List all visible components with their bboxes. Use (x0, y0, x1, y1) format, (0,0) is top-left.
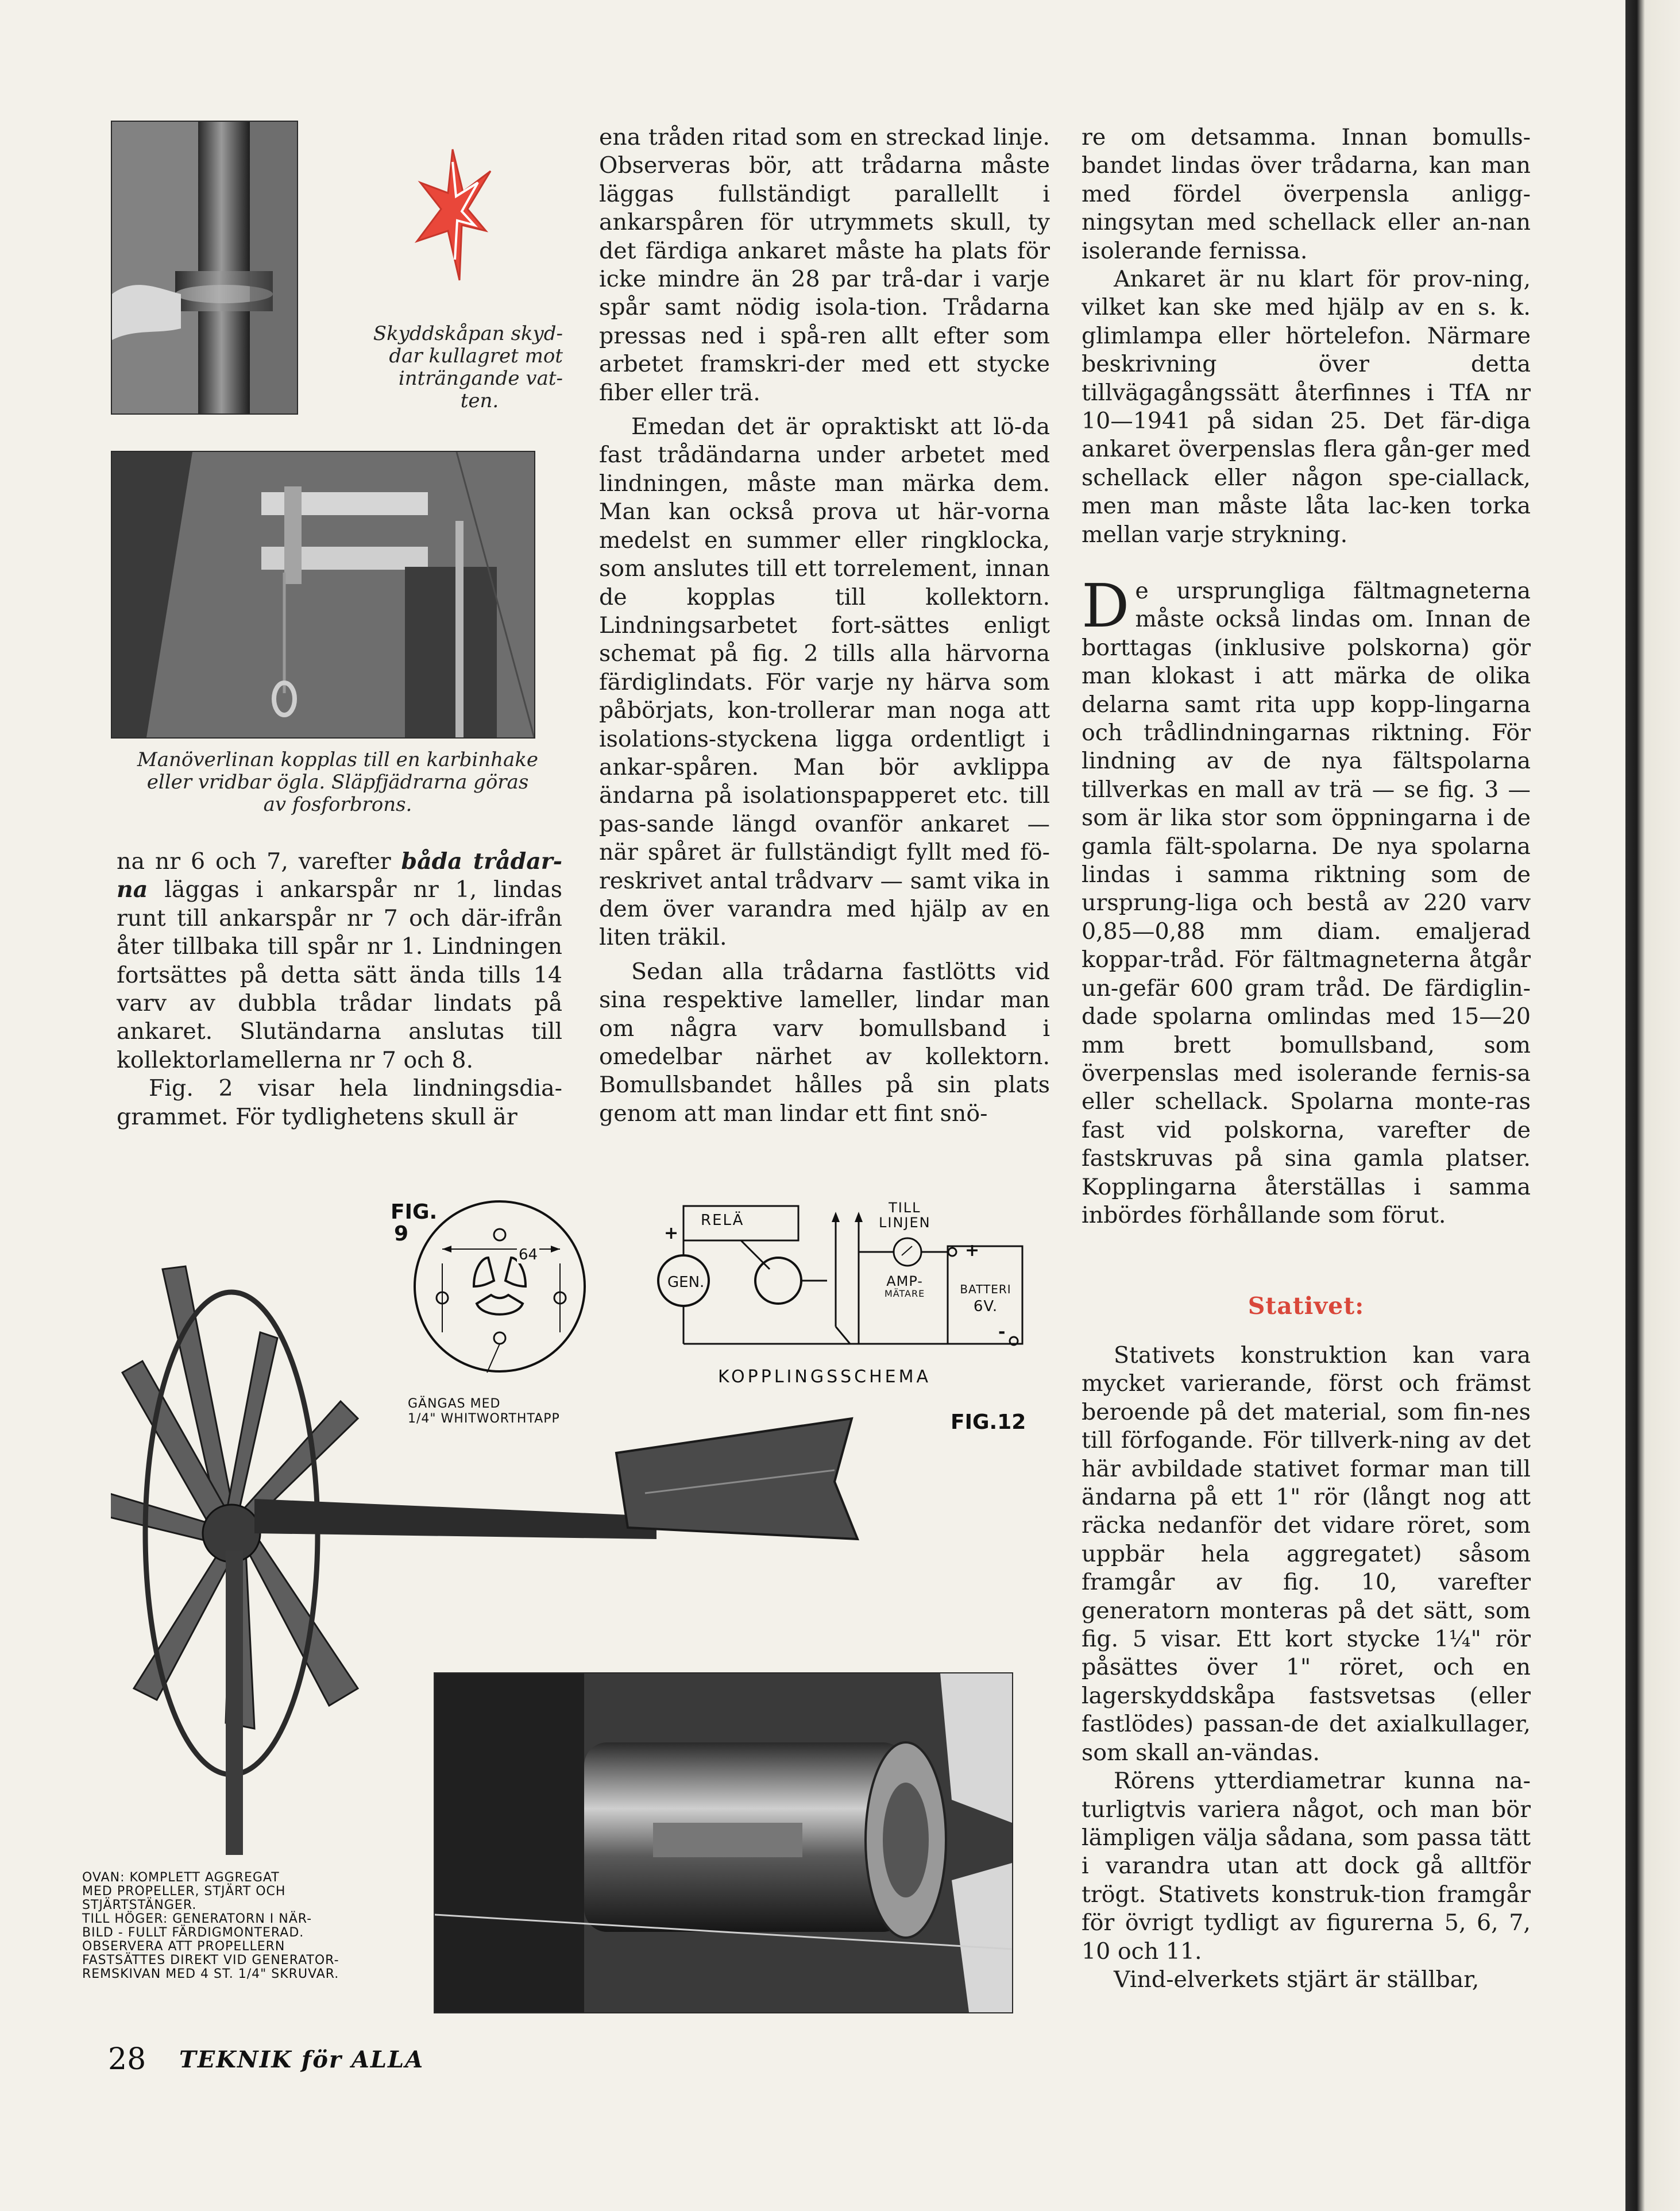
caption-line: OVAN: KOMPLETT AGGREGAT (82, 1870, 280, 1885)
caption-line: Manöverlinan kopplas till en karbinhake (137, 748, 539, 771)
caption-slip-springs (111, 749, 565, 816)
battery-label-row: 6V. (973, 1298, 998, 1315)
photo-bearing-housing (111, 121, 298, 415)
paragraph: Sedan alla trådarna fastlötts vid sina respektive lameller, lindar man om några varv bomullsband i omedelbar närhet av kollektorn. Bomullsbandet hålles på sin plats genom att man lindar ett fint snö- (599, 958, 1050, 1127)
photo-slip-springs (111, 451, 535, 739)
caption-line: MED PROPELLER, STJÄRT OCH (82, 1884, 286, 1899)
caption-line: OBSERVERA ATT PROPELLERN (82, 1939, 285, 1954)
paragraph (1082, 571, 1531, 1230)
paragraph: Emedan det är opraktiskt att lö-da fast trådändarna under arbetet med lindningen, måste man märka dem. Man kan också prova ut här-vorna medelst en summer eller ringklocka, som anslutes till ett torrelement, innan de kopplas till kollektorn. Lindningsarbetet fort-sättes enligt schemat på fig. 2 tills alla härvorna färdiglindats. För varje ny härva som påbörjats, kon-trollerar man noga att isolations-styckena ligga ordentligt i ankar-spåren. Man bör avklippa ändarna på isolationspapperet etc. till pas-sande längd ovanför ankaret — när spåret är fullständigt fyllt med fö-reskrivet antal trådvarv — samt vika in dem över varandra med hjälp av en liten träkil. (599, 413, 1050, 951)
red-star-icon (412, 145, 493, 283)
caption-line: inträngande vat- (398, 367, 563, 390)
line-label-row: TILL (889, 1200, 921, 1216)
caption-assembly (82, 1871, 427, 1981)
page-number: 28 (108, 2042, 146, 2077)
column-3-text-top (1082, 123, 1531, 549)
relay-label: RELÄ (701, 1212, 744, 1229)
generator-label: GEN. (667, 1274, 705, 1291)
adjacent-page-edge (1625, 0, 1680, 2211)
figure-9-dimension: 64 (517, 1246, 539, 1263)
paragraph: Fig. 2 visar hela lindningsdia-grammet. För tydlighetens skull är (117, 1075, 562, 1130)
figure-9-note-line: GÄNGAS MED (408, 1397, 501, 1411)
column-2-text (599, 123, 1050, 1128)
drop-cap: D (1082, 571, 1130, 641)
caption-line: av fosforbrons. (263, 793, 412, 816)
paragraph: na nr 6 och 7, varefter båda trådar-na läggas i ankarspår nr 1, lindas runt till ankarspår nr 7 och där-ifrån åter tillbaka till spår nr 1. Lindningen fortsättes på detta sätt ända tills 14 varv av dubbla trådar lindats på ankaret. Slutändarna anslutas till kollektorlamellerna nr 7 och 8. (117, 848, 562, 1073)
caption-line: Skyddskåpan skyd- (373, 322, 563, 345)
caption-line: REMSKIVAN MED 4 ST. 1/4" SKRUVAR. (82, 1967, 339, 1981)
caption-line: FASTSÄTTES DIREKT VID GENERATOR- (82, 1953, 339, 1968)
column-3-text-bottom (1082, 1342, 1531, 1994)
paragraph: Vind-elverkets stjärt är ställbar, (1114, 1966, 1480, 1993)
photo-bearing-illustration (112, 122, 297, 413)
column-1-text (117, 848, 562, 1131)
caption-line: BILD - FULLT FÄRDIGMONTERAD. (82, 1926, 304, 1940)
paragraph: Stativets konstruktion kan vara mycket varierande, först och främst beroende på det material, som fin-nes till förfogande. För tillverk-ning av det här avbildade stativet formar man till ändarna på ett 1" rör (långt nog att räcka nedanför det vidare röret, som uppbär hela aggregatet) såsom framgår av fig. 10, varefter generatorn monteras på det sätt, som fig. 5 visar. Ett kort stycke 1¼" rör påsättes över 1" röret, och en lagerskyddskåpa fastsvetsas (eller fastlödes) passan-de det axialkullager, som skall an-vändas. (1082, 1342, 1531, 1766)
line-label-row: LINJEN (879, 1215, 931, 1231)
caption-line: TILL HÖGER: GENERATORN I NÄR- (82, 1912, 312, 1926)
figure-9-label-line: FIG. (391, 1200, 438, 1224)
section-heading-stativet: Stativet: (1248, 1292, 1365, 1320)
column-3-text-middle (1082, 571, 1531, 1230)
paragraph: re om detsamma. Innan bomulls-bandet lindas över trådarna, kan man med fördel överpensla anligg-ningsytan med schellack eller an-nan isolerande fernissa. (1082, 124, 1531, 264)
caption-bearing-housing (350, 323, 563, 412)
paragraph-text: e ursprungliga fältmagneterna måste också lindas om. Innan de borttagas (inklusive polskorna) gör man klokast i att märka de olika delarna samt rita upp kopp-lingarna och trådlindningarnas riktning. För lindning av de nya fältspolarna tillverkas en mall av trä — se fig. 3 — som är lika stor som öppningarna i de gamla fält-spolarna. De nya spolarna lindas i samma riktning som de ursprung-liga och bestå av 220 varv 0,85—0,88 mm diam. emaljerad koppar-tråd. För fältmagneterna åtgår un-gefär 600 gram tråd. De färdiglin-dade spolarna omlindas med 15—20 mm brett bomullsband, som överpenslas med isolerande fernis-sa eller schellack. Spolarna monte-ras fast vid polskorna, varefter de fastskruvas på sina gamla platser. Kopplingarna återställas i samma inbördes förhållande som förut. (1082, 578, 1531, 1228)
photo-springs-illustration (112, 452, 534, 737)
ammeter-label-row: AMP- (886, 1273, 923, 1289)
paragraph: Ankaret är nu klart för prov-ning, vilket kan ske med hjälp av en s. k. glimlampa eller hörtelefon. Närmare beskrivning över detta tillvägagångssätt återfinnes i TfA nr 10—1941 på sidan 25. Det fär-diga ankaret överpenslas flera gån-ger med schellack eller någon spe-ciallack, men man måste låta lac-ken torka mellan varje strykning. (1082, 266, 1531, 548)
figure-12-label: FIG.12 (951, 1410, 1026, 1434)
line-label (879, 1200, 931, 1230)
magazine-name: TEKNIK för ALLA (179, 2046, 424, 2073)
wiring-diagram-title: KOPPLINGSSCHEMA (718, 1367, 932, 1387)
caption-line: STJÄRTSTÄNGER. (82, 1898, 197, 1912)
plus-sign-battery: + (965, 1240, 980, 1261)
generator-illustration (435, 1673, 1012, 2012)
minus-sign-battery: - (998, 1322, 1006, 1342)
figure-9-note-line: 1/4" WHITWORTHTAPP (408, 1412, 560, 1426)
figure-9-label-number: 9 (394, 1222, 409, 1246)
battery-label-row: BATTERI (960, 1282, 1011, 1296)
paragraph: Rörens ytterdiametrar kunna na-turligtvis variera något, och man bör lämpligen välja sådana, som passa tätt i varandra utan att dock gå alltför trögt. Stativets konstruk-tion framgår för övrigt tydligt av figurerna 5, 6, 7, 10 och 11. (1082, 1768, 1531, 1965)
caption-line: eller vridbar ögla. Släpfjädrarna göras (146, 771, 529, 794)
paragraph: ena tråden ritad som en streckad linje. Observeras bör, att trådarna måste läggas fullständigt parallellt i ankarspåren för utrymmets skull, ty det färdiga ankaret måste ha plats för icke mindre än 28 par trå-dar i varje spår samt nödig isola-tion. Trådarna pressas ned i spå-ren allt efter som arbetet framskri-der med ett stycke fiber eller trä. (599, 124, 1050, 406)
plus-sign-generator: + (664, 1223, 679, 1243)
ammeter-label-row: MÄTARE (885, 1288, 925, 1299)
caption-line: ten. (460, 389, 499, 412)
caption-line: dar kullagret mot (389, 345, 563, 368)
photo-generator-closeup (434, 1672, 1013, 2013)
